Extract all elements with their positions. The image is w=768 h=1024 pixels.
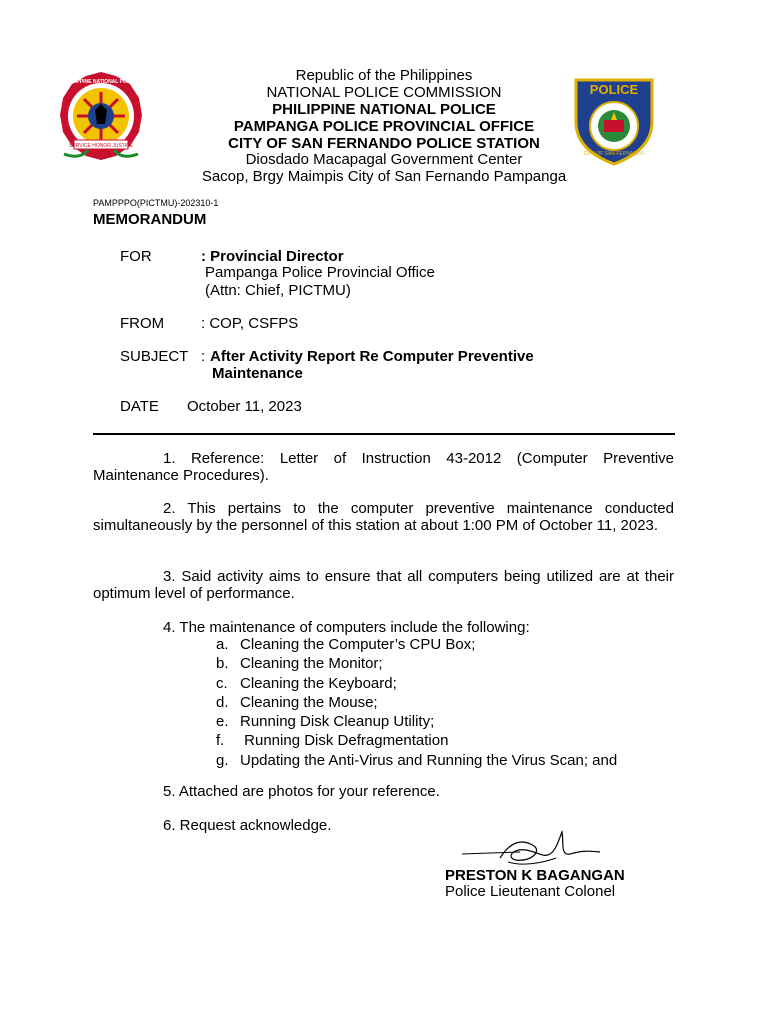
paragraph-1: [93, 451, 674, 485]
header-provincial-office: PAMPANGA POLICE PROVINCIAL OFFICE: [233, 118, 535, 135]
paragraph-6: 6. Request acknowledge.: [163, 817, 332, 834]
header-divider: [93, 433, 675, 435]
date-label: DATE: [120, 398, 159, 415]
for-attention: (Attn: Chief, PICTMU): [205, 282, 351, 299]
memo-ref-number: PAMPPPO(PICTMU)-202310-1: [93, 198, 219, 208]
from-value: : COP, CSFPS: [201, 315, 299, 332]
signatory-name: PRESTON K BAGANGAN: [445, 867, 625, 884]
handwritten-signature: [460, 828, 610, 870]
seal-motto: SERVICE HONOR JUSTICE: [68, 143, 134, 149]
from-label: FROM: [120, 315, 165, 332]
subject-label: SUBJECT: [120, 348, 189, 365]
paragraph-2: [93, 501, 674, 535]
date-value: October 11, 2023: [187, 398, 302, 415]
badge-ring-text: CITY OF SAN FERNANDO: [583, 151, 645, 157]
for-value: : Provincial Director: [201, 248, 344, 265]
badge-text: POLICE: [589, 82, 639, 97]
header-napolcom: NATIONAL POLICE COMMISSION: [266, 84, 502, 101]
header-gov-center: Diosdado Macapagal Government Center: [245, 151, 523, 168]
seal-text: PHILIPPINE NATIONAL POLICE: [63, 79, 139, 85]
subject-line-2: Maintenance: [212, 365, 303, 382]
paragraph-3: [93, 569, 674, 603]
paragraph-5: 5. Attached are photos for your reference.: [163, 783, 440, 800]
header-address: Sacop, Brgy Maimpis City of San Fernando Pampanga: [201, 168, 567, 185]
for-label: FOR: [120, 248, 152, 265]
signatory-title: Police Lieutenant Colonel: [445, 883, 616, 900]
subject-line-1: After Activity Report Re Computer Preventive: [210, 348, 534, 365]
paragraph-4: 4. The maintenance of computers include the following:: [163, 619, 530, 636]
header-pnp: PHILIPPINE NATIONAL POLICE: [272, 101, 496, 118]
subject-colon: :: [201, 348, 206, 365]
for-office: Pampanga Police Provincial Office: [205, 264, 435, 281]
paragraph-3-text: 3. Said activity aims to ensure that all computers being utilized are at their optimum level of performance.: [93, 568, 674, 602]
header-republic: Republic of the Philippines: [295, 67, 473, 84]
memo-title: MEMORANDUM: [93, 211, 207, 228]
header-police-station: CITY OF SAN FERNANDO POLICE STATION: [228, 135, 540, 152]
paragraph-2-text: 2. This pertains to the computer preventive maintenance conducted simultaneously by the personnel of this station at about 1:00 PM of October 11, 2023.: [93, 500, 674, 534]
paragraph-1-text: 1. Reference: Letter of Instruction 43-2012 (Computer Preventive Maintenance Procedures).: [93, 450, 674, 484]
